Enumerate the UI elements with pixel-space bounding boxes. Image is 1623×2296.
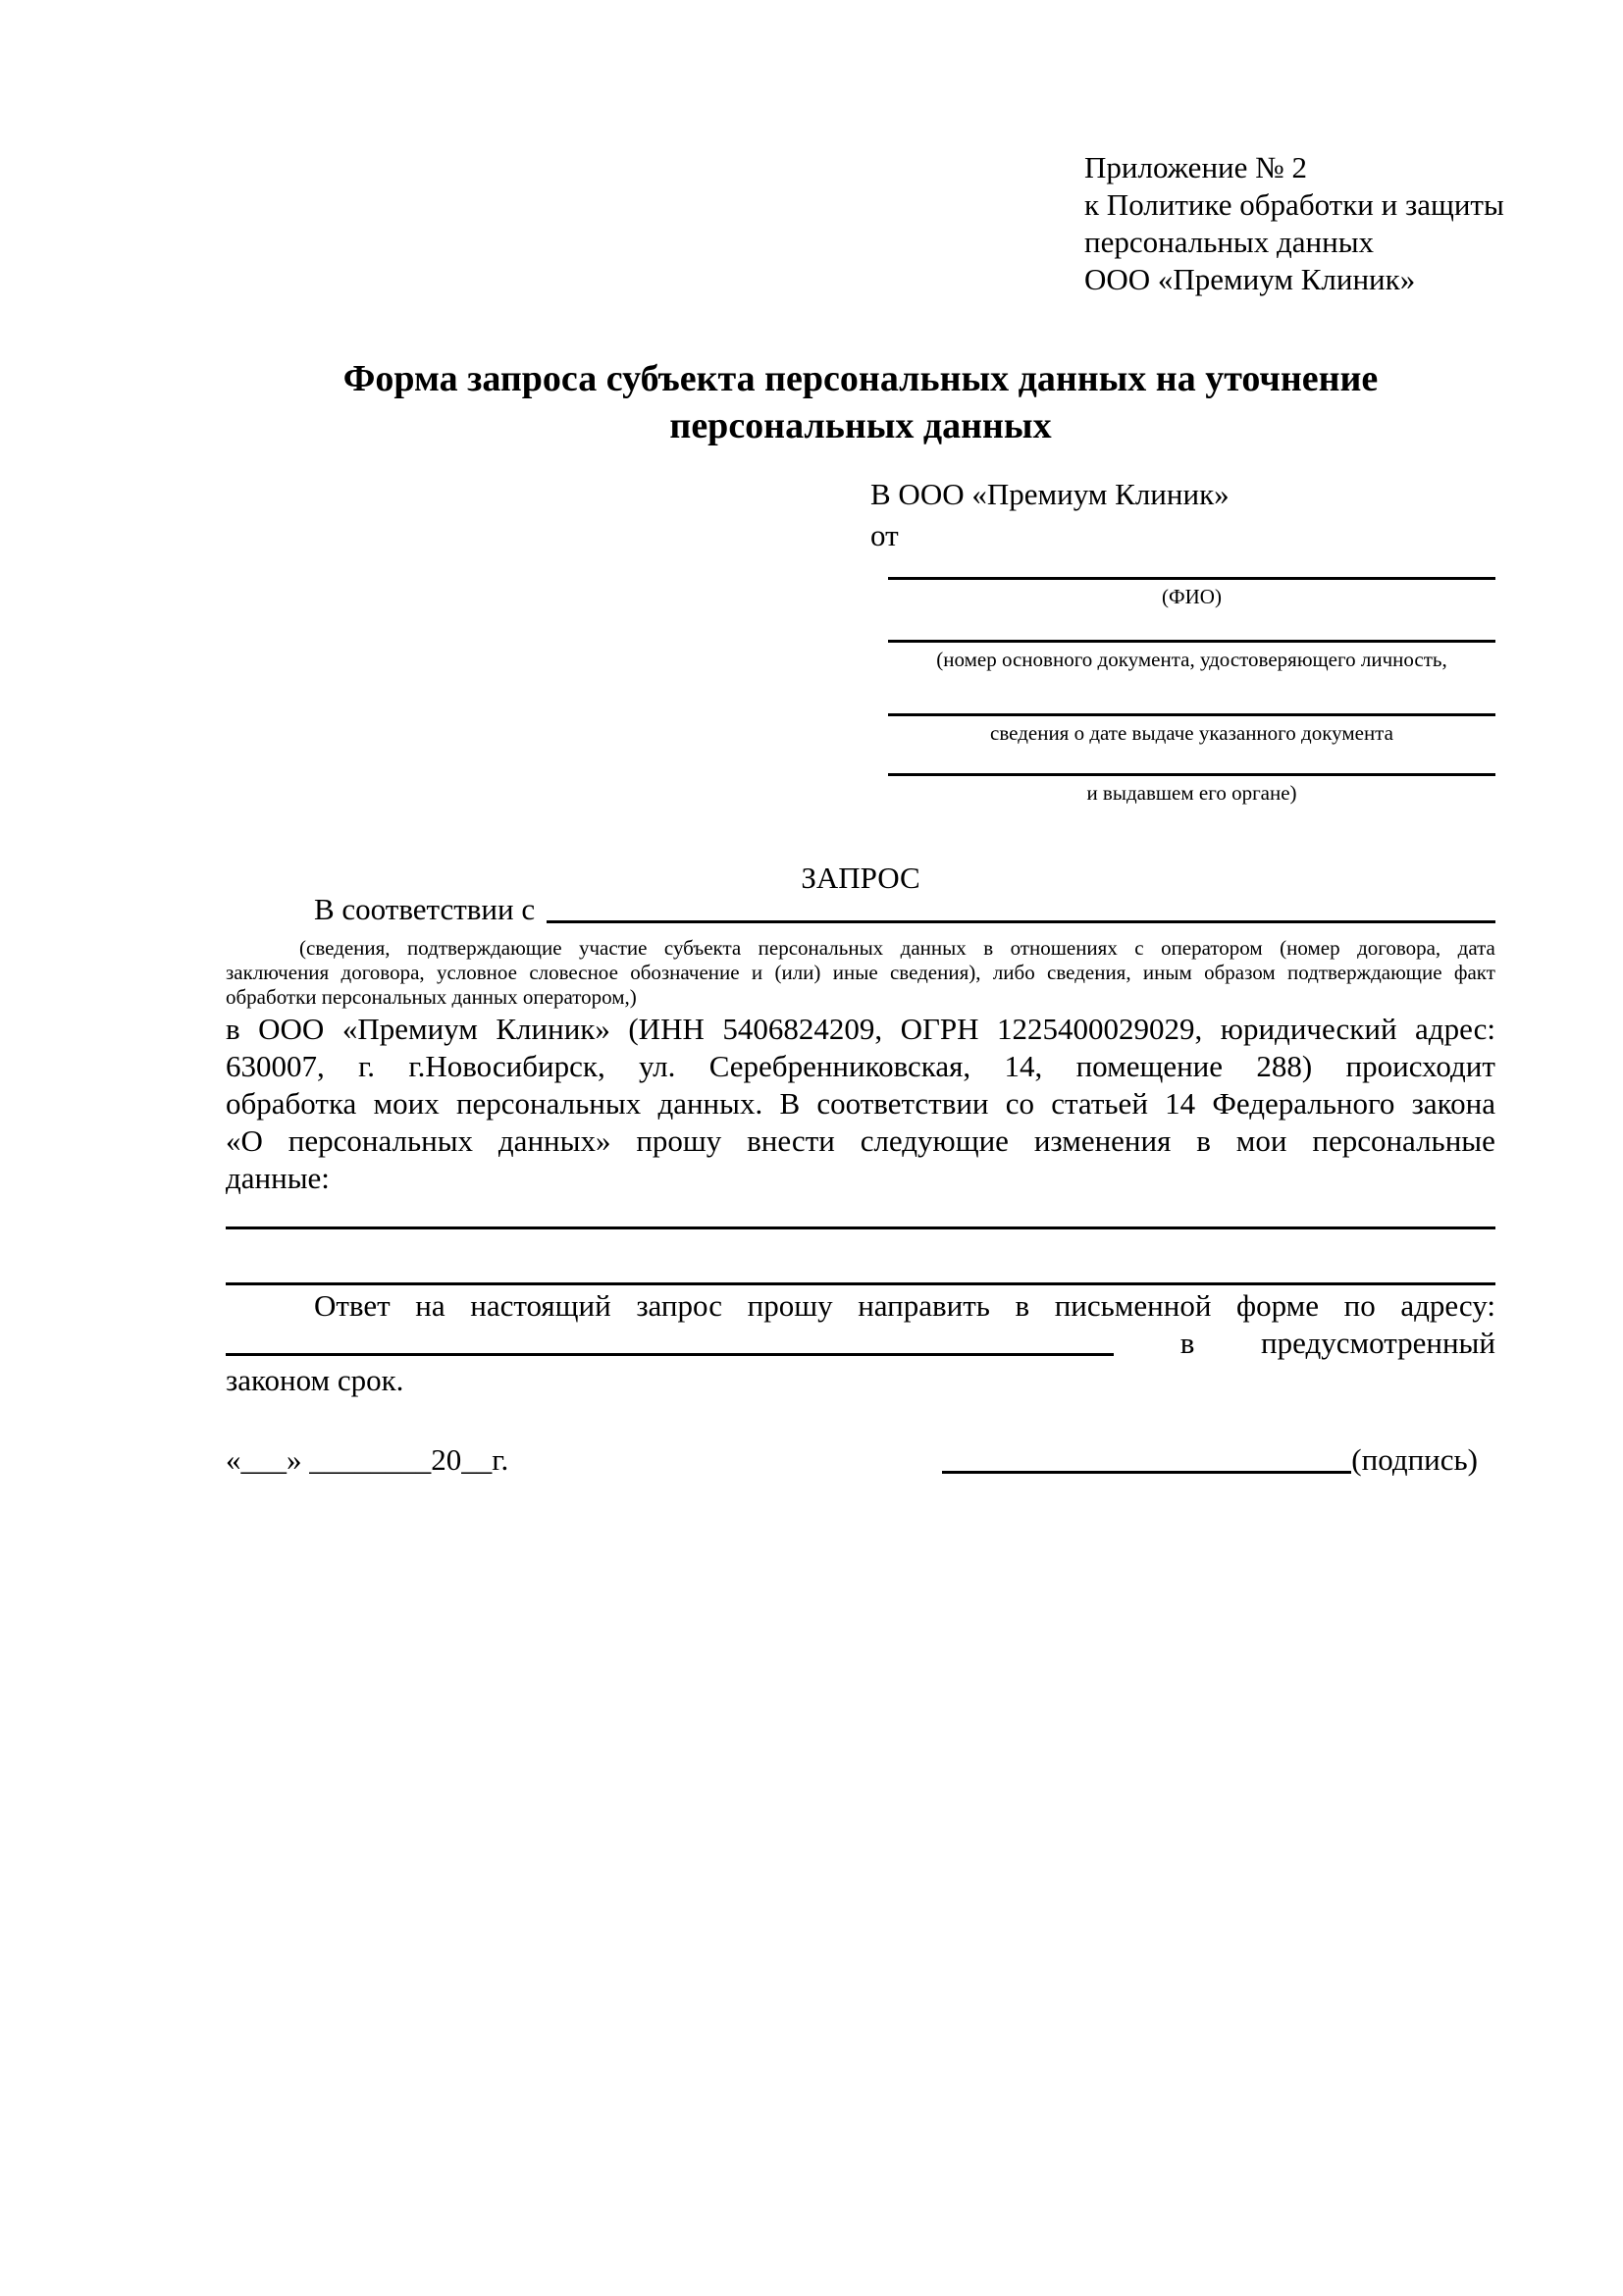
- basis-blank-line: [547, 920, 1495, 923]
- signature-area: [942, 1440, 1478, 1480]
- reply-word: предусмотренный: [1261, 1326, 1495, 1360]
- small-print-line: обработки персональных данных оператором,): [226, 985, 637, 1009]
- small-print-line: заключения договора, условное словесное обозначение и (или) иные сведения), либо сведения, иным образом подтверждающие факт: [226, 961, 1495, 984]
- document-title-line: Форма запроса субъекта персональных данных на уточнение: [342, 358, 1379, 399]
- document-title-line: персональных данных: [669, 405, 1052, 446]
- addressee-to: В ООО «Премиум Клиник»: [870, 477, 1230, 511]
- date-signature-row: [226, 1438, 1495, 1480]
- document-number-blank-line: [888, 640, 1495, 643]
- issuing-authority-caption: и выдавшем его органе): [1086, 781, 1297, 805]
- basis-prefix-text: В соответствии с: [314, 892, 536, 926]
- appendix-line: персональных данных: [1084, 225, 1375, 259]
- main-paragraph: [226, 1011, 1495, 1197]
- signature-blank-line: [942, 1471, 1351, 1474]
- changes-blank-line: [226, 1282, 1495, 1285]
- body-line: «О персональных данных» прошу внести следующие изменения в мои персональные: [226, 1123, 1495, 1158]
- issue-date-blank-line: [888, 713, 1495, 716]
- appendix-line: Приложение № 2: [1084, 150, 1307, 184]
- small-print-line: (сведения, подтверждающие участие субъекта персональных данных в отношениях с оператором (номер договора, дата: [299, 936, 1495, 960]
- appendix-line: ООО «Премиум Клиник»: [1084, 262, 1416, 296]
- document-number-caption: (номер основного документа, удостоверяющего личность,: [936, 648, 1447, 671]
- reply-word: в: [1179, 1326, 1195, 1360]
- issuing-authority-blank-line: [888, 773, 1495, 776]
- request-heading: ЗАПРОС: [801, 861, 920, 895]
- appendix-line: к Политике обработки и защиты: [1084, 187, 1504, 222]
- body-line: 630007, г. г.Новосибирск, ул. Серебренниковская, 14, помещение 288) происходит: [226, 1049, 1495, 1083]
- reply-line: законом срок.: [226, 1363, 404, 1397]
- document-title: [226, 355, 1495, 449]
- issue-date-caption: сведения о дате выдаче указанного документа: [990, 721, 1393, 745]
- body-line: обработка моих персональных данных. В соответствии со статьей 14 Федерального закона: [226, 1086, 1495, 1121]
- signature-caption: (подпись): [1351, 1442, 1478, 1477]
- date-line: «___» ________20__г.: [226, 1442, 509, 1477]
- appendix-block: [1084, 149, 1506, 298]
- body-line: в ООО «Премиум Клиник» (ИНН 5406824209, ОГРН 1225400029029, юридический адрес:: [226, 1012, 1495, 1046]
- addressee-block: [870, 477, 1495, 820]
- fio-caption: (ФИО): [1162, 585, 1222, 608]
- addressee-from-label: от: [870, 518, 899, 552]
- basis-line: [226, 891, 1495, 928]
- reply-line: Ответ на настоящий запрос прошу направить в письменной форме по адресу:: [314, 1288, 1495, 1323]
- address-blank-line: [226, 1353, 1114, 1356]
- changes-blank-line: [226, 1226, 1495, 1229]
- body-line: данные:: [226, 1161, 330, 1195]
- small-print-block: [226, 936, 1495, 1010]
- reply-paragraph: [226, 1287, 1495, 1399]
- reply-address-row: [226, 1325, 1495, 1362]
- fio-blank-line: [888, 577, 1495, 580]
